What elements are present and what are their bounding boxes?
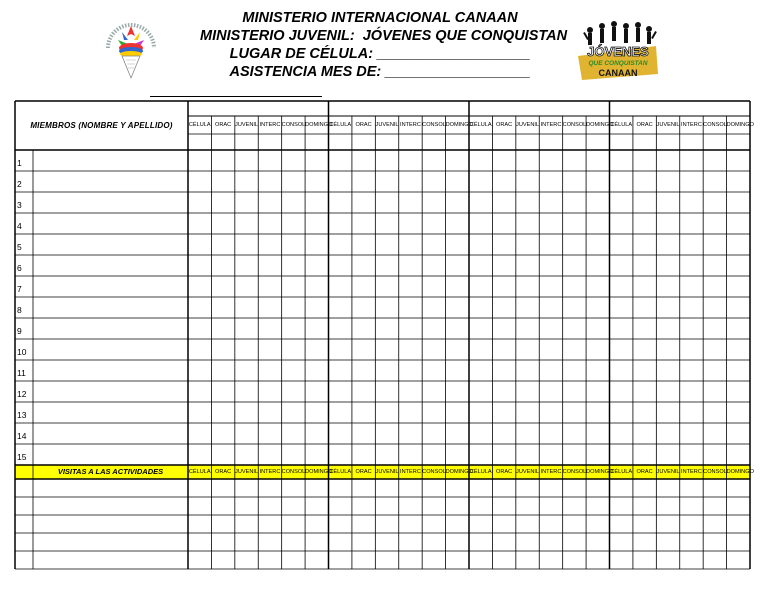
member-row-number: 5 [17,242,22,252]
member-row-number: 4 [17,221,22,231]
activity-column-header: CONSOL [562,122,587,128]
visitas-column-header: ORAC [355,469,372,475]
visitas-column-header: CONSOL [281,469,306,475]
visitas-column-header: DOMINGO [305,469,333,475]
activity-column-header: DOMINGO [726,122,754,128]
visitas-column-header: CÉLULA [188,469,211,475]
ministry-title: MINISTERIO INTERNACIONAL CANAAN [242,10,518,26]
activity-column-header: ORAC [215,122,232,128]
member-row-number: 12 [17,389,27,399]
member-row-number: 6 [17,263,22,273]
logo-text-jovenes: JÓVENES [587,44,649,59]
visitas-column-header: INTERC [540,469,562,475]
member-row-number: 14 [17,431,27,441]
activity-column-header: INTERC [681,122,702,128]
visitas-column-header: DOMINGO [445,469,473,475]
visitas-column-header: INTERC [681,469,702,475]
visitas-column-header: JUVENIL [235,469,259,475]
activity-column-header: ORAC [636,122,653,128]
activity-column-header: ORAC [355,122,372,128]
visitas-column-header: JUVENIL [656,469,680,475]
visitas-column-header: JUVENIL [516,469,540,475]
logo-text-conquistan: QUE CONQUISTAN [588,60,648,67]
member-row-number: 11 [17,368,26,378]
member-row-number: 10 [17,347,27,357]
visitas-column-header: CÉLULA [329,469,352,475]
activity-column-header: CÉLULA [329,122,352,128]
activity-column-header: INTERC [259,122,281,128]
cell-location-field: LUGAR DE CÉLULA: ___________________ [229,46,531,62]
activity-column-header: CONSOL [422,122,446,128]
logo-text-canaan: CANAAN [598,68,638,78]
visitas-column-header: INTERC [400,469,421,475]
activity-column-header: CÉLULA [188,122,211,128]
visitas-column-header: CONSOL [562,469,587,475]
member-row-number: 2 [17,179,22,189]
activity-column-header: CÉLULA [610,122,633,128]
activity-column-header: DOMINGO [445,122,473,128]
activity-column-header: JUVENIL [235,122,259,128]
visitas-column-header: ORAC [215,469,232,475]
activity-column-header: INTERC [540,122,562,128]
activity-column-header: CÉLULA [469,122,492,128]
visitas-column-header: CONSOL [422,469,446,475]
member-row-number: 8 [17,305,22,315]
visitas-column-header: ORAC [496,469,513,475]
visitas-column-header: INTERC [259,469,281,475]
visitas-column-header: CÉLULA [469,469,492,475]
member-row-number: 1 [17,158,22,168]
visitas-column-header: JUVENIL [375,469,399,475]
activity-column-header: JUVENIL [656,122,680,128]
activity-column-header: JUVENIL [375,122,399,128]
visitas-column-header: CONSOL [703,469,727,475]
activity-column-header: CONSOL [281,122,306,128]
activity-column-header: ORAC [496,122,513,128]
visitas-column-header: ORAC [636,469,653,475]
members-header-label: MIEMBROS (NOMBRE Y APELLIDO) [30,121,173,130]
visitas-column-header: DOMINGO [726,469,754,475]
member-row-number: 13 [17,410,27,420]
activity-column-header: DOMINGO [586,122,614,128]
member-row-number: 15 [17,452,27,462]
activity-column-header: INTERC [400,122,421,128]
attendance-month-field: ASISTENCIA MES DE: __________________ [229,64,531,80]
activity-column-header: JUVENIL [516,122,540,128]
member-row-number: 9 [17,326,22,336]
activity-column-header: DOMINGO [305,122,333,128]
visitas-label: VISITAS A LAS ACTIVIDADES [57,467,164,476]
member-row-number: 7 [17,284,22,294]
activity-column-header: CONSOL [703,122,727,128]
member-row-number: 3 [17,200,22,210]
visitas-column-header: CÉLULA [610,469,633,475]
youth-ministry-title: MINISTERIO JUVENIL: JÓVENES QUE CONQUISTAN [200,28,568,44]
visitas-column-header: DOMINGO [586,469,614,475]
